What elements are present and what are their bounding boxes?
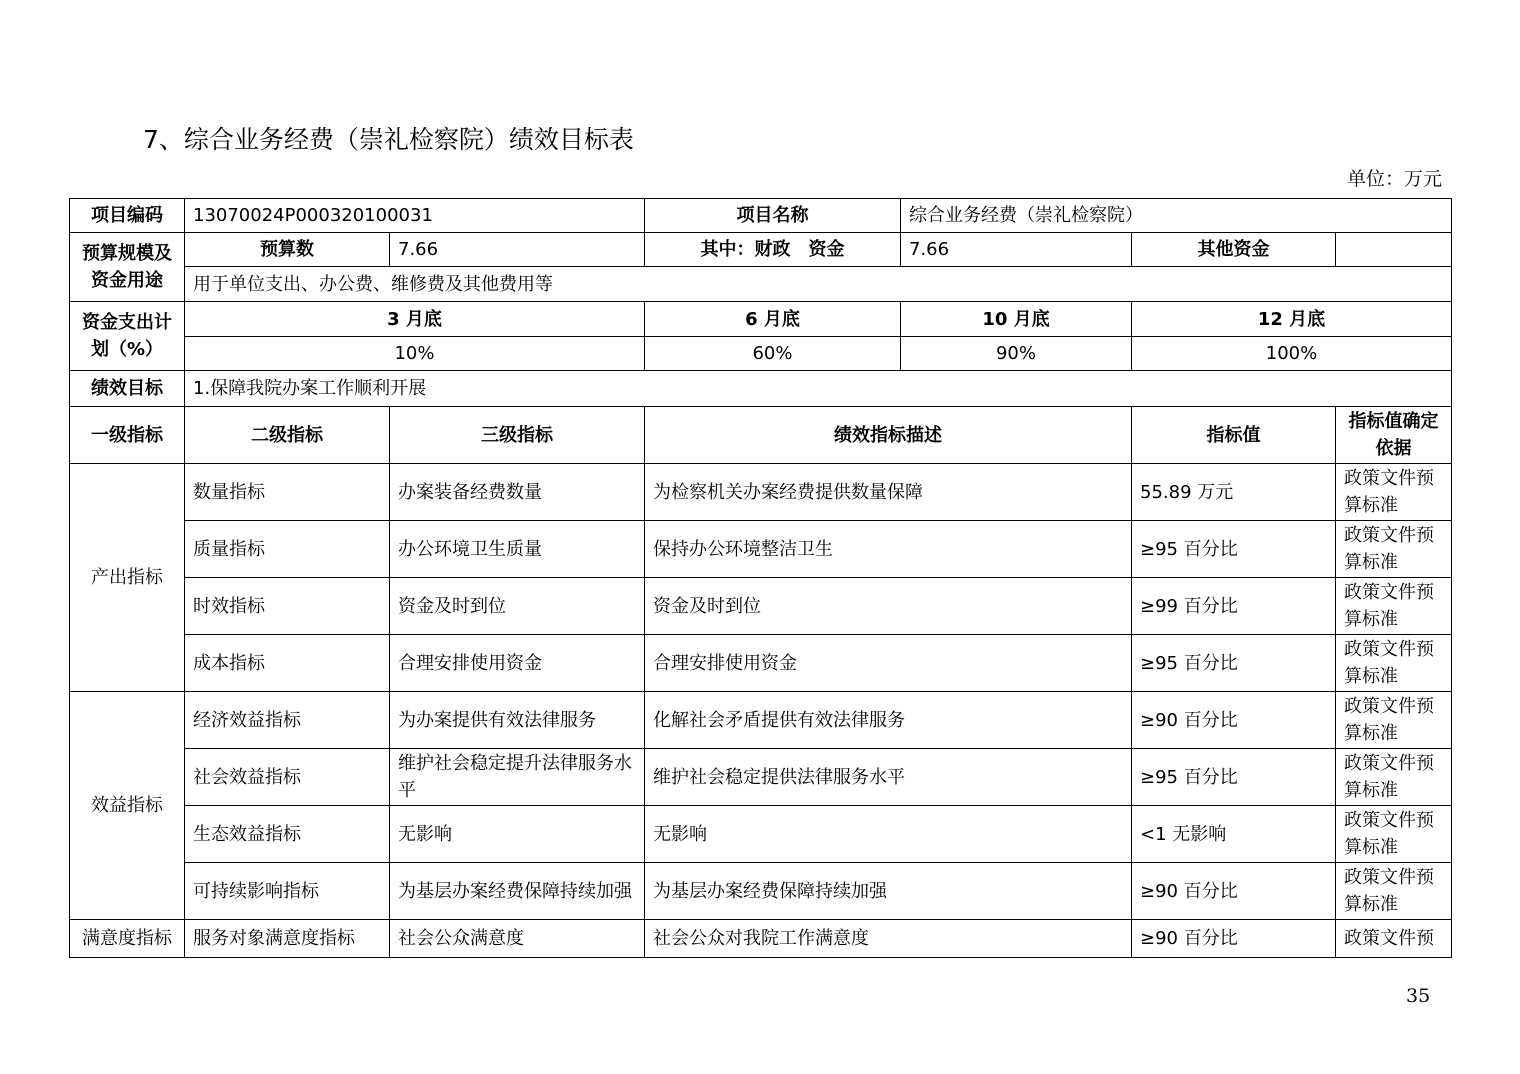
level3-indicator: 资金及时到位 — [390, 578, 645, 635]
level2-indicator: 服务对象满意度指标 — [185, 920, 390, 958]
indicator-basis: 政策文件预算标准 — [1336, 578, 1452, 635]
level3-indicator: 合理安排使用资金 — [390, 635, 645, 692]
header-cell: 指标值确定依据 — [1336, 407, 1452, 464]
indicator-value: ≥90 百分比 — [1132, 920, 1336, 958]
indicator-value: ≥90 百分比 — [1132, 863, 1336, 920]
indicator-row — [70, 920, 1452, 958]
plan-value: 100% — [1132, 337, 1452, 371]
budget-amount-label: 预算数 — [185, 233, 390, 267]
indicator-row — [70, 635, 1452, 692]
unit-label: 单位：万元 — [1346, 168, 1442, 190]
level3-indicator: 办案装备经费数量 — [390, 464, 645, 521]
indicator-row — [70, 521, 1452, 578]
header-cell: 三级指标 — [390, 407, 645, 464]
level3-indicator: 为办案提供有效法律服务 — [390, 692, 645, 749]
level3-indicator: 维护社会稳定提升法律服务水平 — [390, 749, 645, 806]
budget-usage: 用于单位支出、办公费、维修费及其他费用等 — [185, 267, 1452, 302]
indicator-row — [70, 692, 1452, 749]
level2-indicator: 时效指标 — [185, 578, 390, 635]
indicator-value: ≥95 百分比 — [1132, 749, 1336, 806]
indicator-value: 55.89 万元 — [1132, 464, 1336, 521]
plan-value: 10% — [185, 337, 645, 371]
plan-value: 90% — [901, 337, 1132, 371]
indicator-header-row — [70, 407, 1452, 464]
indicator-value: <1 无影响 — [1132, 806, 1336, 863]
indicator-value: ≥99 百分比 — [1132, 578, 1336, 635]
indicator-value: ≥90 百分比 — [1132, 692, 1336, 749]
indicator-basis: 政策文件预算标准 — [1336, 863, 1452, 920]
level2-indicator: 经济效益指标 — [185, 692, 390, 749]
level1-indicator: 产出指标 — [70, 464, 185, 692]
indicator-basis: 政策文件预算标准 — [1336, 464, 1452, 521]
indicator-description: 为检察机关办案经费提供数量保障 — [645, 464, 1132, 521]
level2-indicator: 可持续影响指标 — [185, 863, 390, 920]
indicator-row — [70, 578, 1452, 635]
level2-indicator: 成本指标 — [185, 635, 390, 692]
indicator-value: ≥95 百分比 — [1132, 521, 1336, 578]
plan-period: 10 月底 — [901, 302, 1132, 337]
header-cell: 一级指标 — [70, 407, 185, 464]
page-title: 7、综合业务经费（崇礼检察院）绩效目标表 — [143, 125, 634, 154]
project-name-label: 项目名称 — [645, 199, 901, 233]
project-row — [70, 199, 1452, 233]
project-name: 综合业务经费（崇礼检察院） — [901, 199, 1452, 233]
plan-period: 6 月底 — [645, 302, 901, 337]
level1-indicator: 满意度指标 — [70, 920, 185, 958]
level2-indicator: 数量指标 — [185, 464, 390, 521]
plan-value: 60% — [645, 337, 901, 371]
plan-value-row — [70, 337, 1452, 371]
other-funds — [1336, 233, 1452, 267]
goal-text: 1.保障我院办案工作顺利开展 — [185, 371, 1452, 407]
indicator-row — [70, 806, 1452, 863]
project-code: 13070024P000320100031 — [185, 199, 645, 233]
spending-plan-label: 资金支出计划（%） — [70, 302, 185, 371]
level2-indicator: 社会效益指标 — [185, 749, 390, 806]
indicator-description: 维护社会稳定提供法律服务水平 — [645, 749, 1132, 806]
level3-indicator: 无影响 — [390, 806, 645, 863]
budget-amount: 7.66 — [390, 233, 645, 267]
goal-row — [70, 371, 1452, 407]
project-code-label: 项目编码 — [70, 199, 185, 233]
level3-indicator: 办公环境卫生质量 — [390, 521, 645, 578]
page-number: 35 — [1406, 985, 1431, 1007]
header-cell: 二级指标 — [185, 407, 390, 464]
plan-period: 12 月底 — [1132, 302, 1452, 337]
indicator-basis: 政策文件预算标准 — [1336, 692, 1452, 749]
finance-funds: 7.66 — [901, 233, 1132, 267]
indicator-description: 无影响 — [645, 806, 1132, 863]
usage-row — [70, 267, 1452, 302]
budget-row — [70, 233, 1452, 267]
indicator-row — [70, 863, 1452, 920]
finance-funds-label: 其中：财政 资金 — [645, 233, 901, 267]
indicator-row — [70, 749, 1452, 806]
level2-indicator: 质量指标 — [185, 521, 390, 578]
indicator-value: ≥95 百分比 — [1132, 635, 1336, 692]
indicator-basis: 政策文件预算标准 — [1336, 806, 1452, 863]
indicator-basis: 政策文件预算标准 — [1336, 521, 1452, 578]
plan-period-row — [70, 302, 1452, 337]
budget-label: 预算规模及资金用途 — [70, 233, 185, 302]
level3-indicator: 社会公众满意度 — [390, 920, 645, 958]
plan-period: 3 月底 — [185, 302, 645, 337]
indicator-description: 保持办公环境整洁卫生 — [645, 521, 1132, 578]
header-cell: 指标值 — [1132, 407, 1336, 464]
level1-indicator: 效益指标 — [70, 692, 185, 920]
performance-table — [69, 198, 1452, 958]
indicator-description: 化解社会矛盾提供有效法律服务 — [645, 692, 1132, 749]
indicator-basis: 政策文件预算标准 — [1336, 635, 1452, 692]
indicator-description: 为基层办案经费保障持续加强 — [645, 863, 1132, 920]
indicator-basis: 政策文件预算标准 — [1336, 749, 1452, 806]
level2-indicator: 生态效益指标 — [185, 806, 390, 863]
indicator-description: 社会公众对我院工作满意度 — [645, 920, 1132, 958]
level3-indicator: 为基层办案经费保障持续加强 — [390, 863, 645, 920]
indicator-description: 合理安排使用资金 — [645, 635, 1132, 692]
indicator-basis: 政策文件预 — [1336, 920, 1452, 958]
other-funds-label: 其他资金 — [1132, 233, 1336, 267]
goal-label: 绩效目标 — [70, 371, 185, 407]
indicator-description: 资金及时到位 — [645, 578, 1132, 635]
header-cell: 绩效指标描述 — [645, 407, 1132, 464]
indicator-row — [70, 464, 1452, 521]
